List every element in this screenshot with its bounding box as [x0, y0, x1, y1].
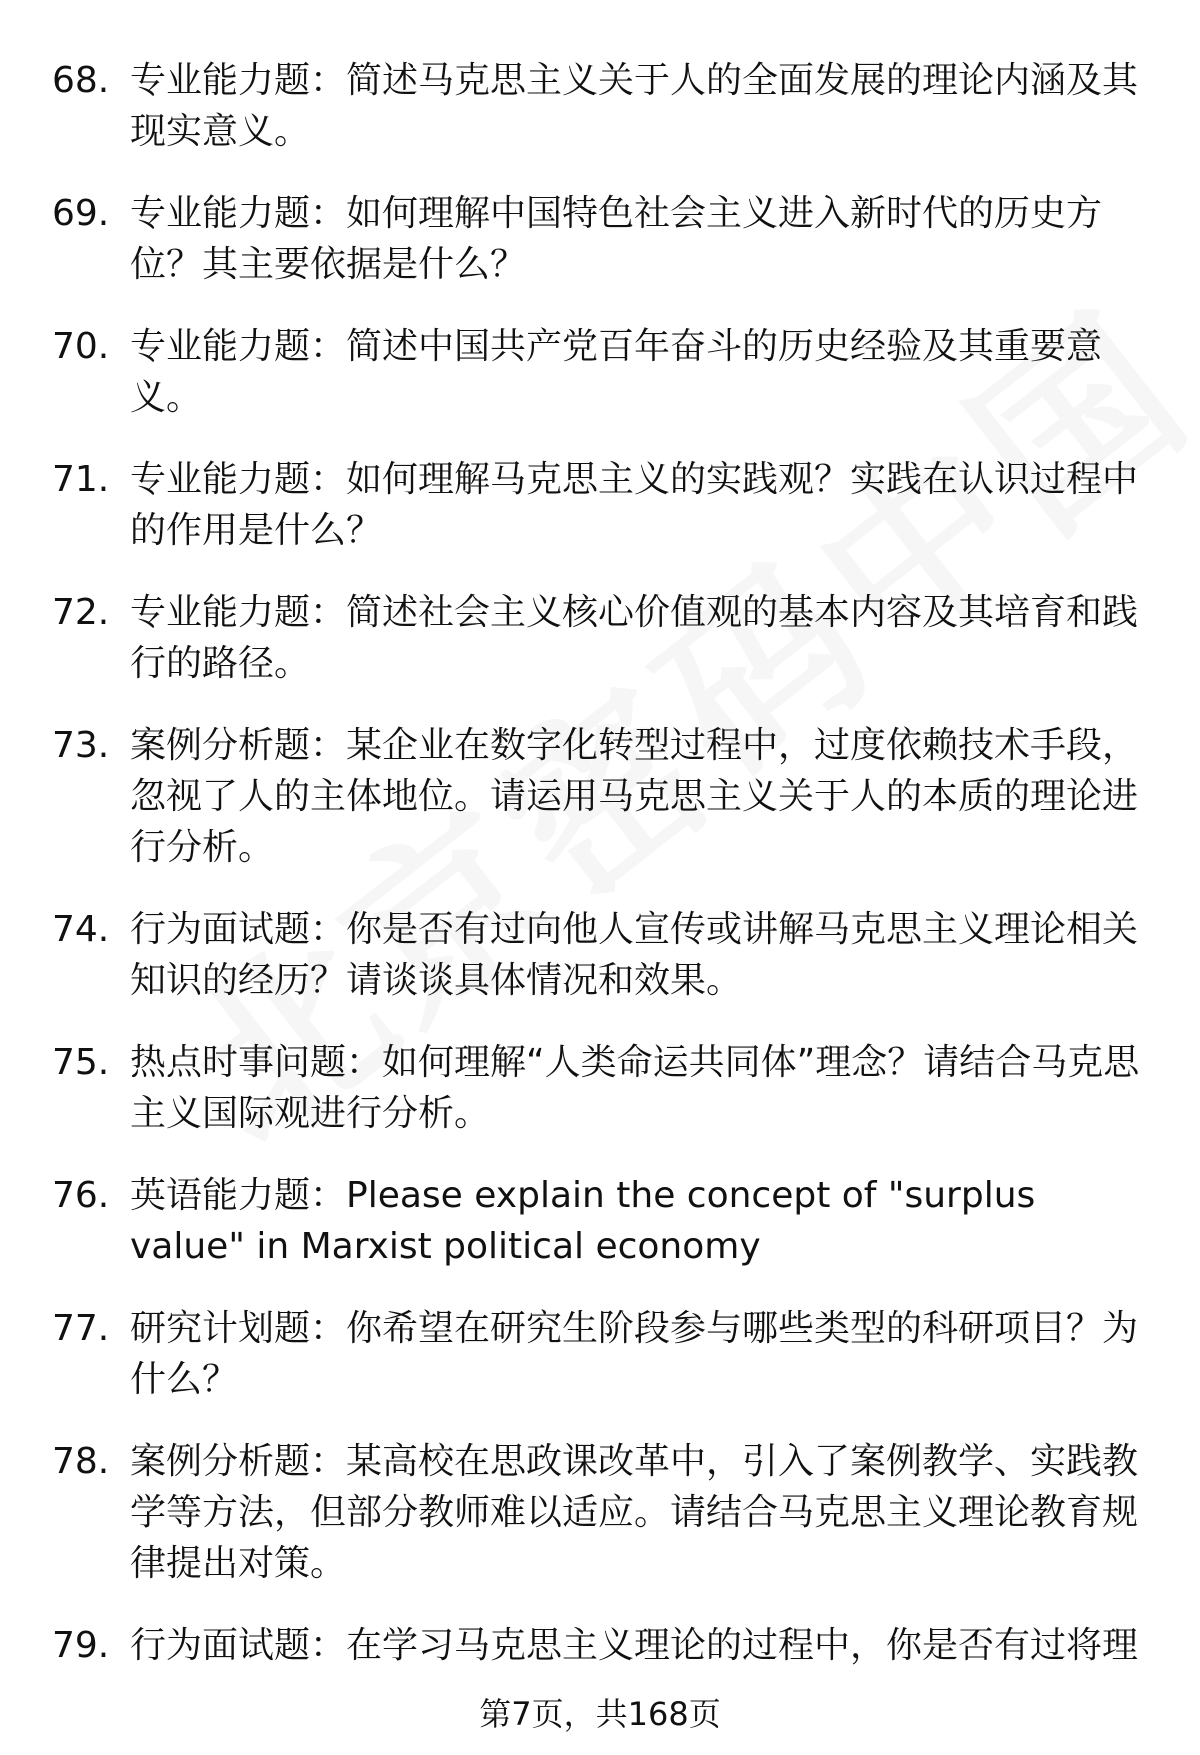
question-item: [0, 1170, 1200, 1272]
question-text: 专业能力题：简述马克思主义关于人的全面发展的理论内涵及其现实意义。: [130, 60, 1139, 152]
question-item: [0, 904, 1200, 1006]
question-number: 79.: [52, 1625, 110, 1666]
question-item: [0, 454, 1200, 556]
question-text: 专业能力题：简述社会主义核心价值观的基本内容及其培育和践行的路径。: [130, 592, 1139, 684]
question-text: 案例分析题：某高校在思政课改革中，引入了案例教学、实践教学等方法，但部分教师难以适应。请结合马克思主义理论教育规律提出对策。: [130, 1441, 1139, 1584]
question-number: 77.: [52, 1308, 110, 1349]
question-item: [0, 1620, 1200, 1671]
question-list: [0, 55, 1200, 1702]
question-text: 专业能力题：简述中国共产党百年奋斗的历史经验及其重要意义。: [130, 326, 1103, 418]
question-text: 案例分析题：某企业在数字化转型过程中，过度依赖技术手段，忽视了人的主体地位。请运用马克思主义关于人的本质的理论进行分析。: [130, 725, 1139, 868]
question-text: 英语能力题：Please explain the concept of "surplus value" in Marxist political economy: [130, 1175, 1036, 1267]
question-number: 70.: [52, 326, 110, 367]
question-item: [0, 321, 1200, 423]
question-text: 专业能力题：如何理解中国特色社会主义进入新时代的历史方位？其主要依据是什么？: [130, 193, 1103, 285]
question-item: [0, 55, 1200, 157]
question-item: [0, 720, 1200, 873]
question-number: 73.: [52, 725, 110, 766]
question-item: [0, 1303, 1200, 1405]
question-item: [0, 188, 1200, 290]
question-item: [0, 1037, 1200, 1139]
question-number: 72.: [52, 592, 110, 633]
page-footer: 第7页，共168页: [479, 1695, 721, 1733]
question-number: 76.: [52, 1175, 110, 1216]
question-item: [0, 587, 1200, 689]
question-text: 热点时事问题：如何理解“人类命运共同体”理念？请结合马克思主义国际观进行分析。: [130, 1042, 1140, 1134]
question-number: 69.: [52, 193, 110, 234]
question-text: 行为面试题：在学习马克思主义理论的过程中，你是否有过将理: [130, 1625, 1139, 1666]
question-number: 68.: [52, 60, 110, 101]
question-text: 行为面试题：你是否有过向他人宣传或讲解马克思主义理论相关知识的经历？请谈谈具体情况和效果。: [130, 909, 1139, 1001]
question-text: 专业能力题：如何理解马克思主义的实践观？实践在认识过程中的作用是什么？: [130, 459, 1139, 551]
question-number: 75.: [52, 1042, 110, 1083]
question-text: 研究计划题：你希望在研究生阶段参与哪些类型的科研项目？为什么？: [130, 1308, 1139, 1400]
question-number: 71.: [52, 459, 110, 500]
question-number: 78.: [52, 1441, 110, 1482]
question-number: 74.: [52, 909, 110, 950]
question-item: [0, 1436, 1200, 1589]
